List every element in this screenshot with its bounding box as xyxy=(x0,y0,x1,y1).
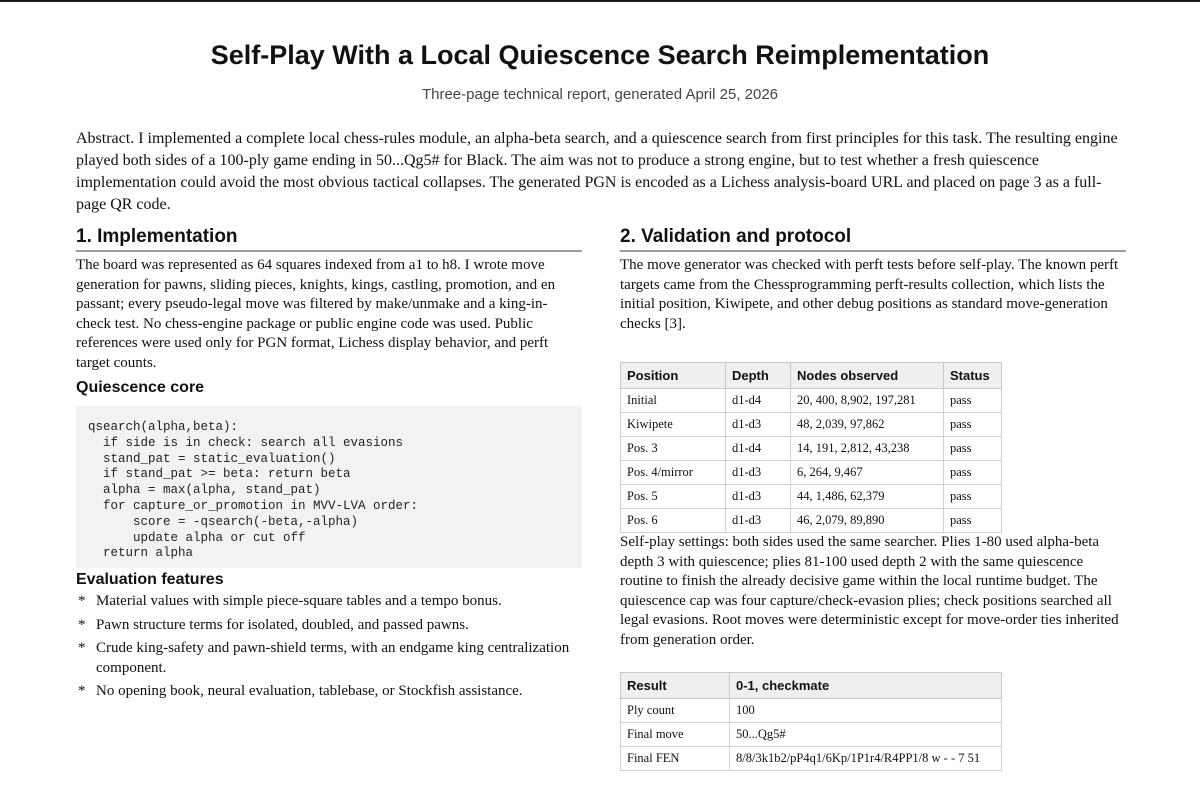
subsection-heading-quiescence: Quiescence core xyxy=(76,379,205,396)
result-table xyxy=(620,672,1002,771)
table-row xyxy=(621,699,1002,723)
table-cell: 44, 1,486, 62,379 xyxy=(791,485,944,509)
table-cell: 8/8/3k1b2/pP4q1/6Kp/1P1r4/R4PP1/8 w - - 7 51 xyxy=(730,747,1002,771)
table-header-row xyxy=(621,673,1002,699)
table-cell: 14, 191, 2,812, 43,238 xyxy=(791,437,944,461)
table-header-row xyxy=(621,363,1002,389)
table-cell: 50...Qg5# xyxy=(730,723,1002,747)
table-header-cell: Position xyxy=(621,363,726,389)
quiescence-code-block: qsearch(alpha,beta): if side is in check: search all evasions stand_pat = static_evaluation() if stand_pat >= beta: return beta alpha = max(alpha, stand_pat) for capture_or_promotion in MVV-LVA order: score = -qsearch(-beta,-alpha) update alpha or cut off return alpha xyxy=(76,406,582,568)
selfplay-paragraph: Self-play settings: both sides used the same searcher. Plies 1-80 used alpha-beta depth 3 with quiescence; plies 81-100 used depth 2 with the same quiescence routine to finish the already decisive game within the local runtime budget. The quiescence cap was four capture/check-evasion plies; check positions searched all legal evasions. Root moves were deterministic except for move-order ties inherited from generation order. xyxy=(620,534,1119,648)
table-row xyxy=(621,747,1002,771)
section-heading-implementation: 1. Implementation xyxy=(76,226,582,252)
implementation-paragraph: The board was represented as 64 squares indexed from a1 to h8. I wrote move generation for pawns, sliding pieces, knights, kings, castling, promotion, and en passant; every pseudo-legal move was filtered by make/unmake and a king-in-check test. No chess-engine package or public engine code was used. Public references were used only for PGN format, Lichess display behavior, and perft target counts. xyxy=(76,257,556,371)
table-cell: pass xyxy=(944,437,1002,461)
paper-subtitle: Three-page technical report, generated April 25, 2026 xyxy=(421,86,779,103)
list-item: * Material values with simple piece-square tables and a tempo bonus. xyxy=(76,592,582,612)
table-cell: 6, 264, 9,467 xyxy=(791,461,944,485)
table-header-cell: Result xyxy=(621,673,730,699)
table-cell: d1-d3 xyxy=(726,413,791,437)
table-cell: d1-d4 xyxy=(726,389,791,413)
list-item: * Crude king-safety and pawn-shield terms, with an endgame king centralization component. xyxy=(76,639,582,678)
table-cell: Pos. 6 xyxy=(621,509,726,533)
table-cell: 20, 400, 8,902, 197,281 xyxy=(791,389,944,413)
table-cell: 48, 2,039, 97,862 xyxy=(791,413,944,437)
paper-title: Self-Play With a Local Quiescence Search Reimplementation xyxy=(210,40,990,70)
table-row xyxy=(621,509,1002,533)
table-cell: Final move xyxy=(621,723,730,747)
table-cell: 100 xyxy=(730,699,1002,723)
table-cell: pass xyxy=(944,461,1002,485)
table-row xyxy=(621,485,1002,509)
section-heading-validation: 2. Validation and protocol xyxy=(620,226,1126,252)
table-cell: pass xyxy=(944,413,1002,437)
table-cell: d1-d4 xyxy=(726,437,791,461)
table-cell: d1-d3 xyxy=(726,485,791,509)
table-header-cell: Status xyxy=(944,363,1002,389)
list-item: * No opening book, neural evaluation, tablebase, or Stockfish assistance. xyxy=(76,682,582,702)
table-row xyxy=(621,437,1002,461)
left-column xyxy=(76,226,582,706)
right-column xyxy=(620,226,1126,771)
table-header-cell: 0-1, checkmate xyxy=(730,673,1002,699)
perft-table xyxy=(620,362,1002,533)
table-cell: Initial xyxy=(621,389,726,413)
table-row xyxy=(621,461,1002,485)
table-cell: Pos. 5 xyxy=(621,485,726,509)
table-row xyxy=(621,723,1002,747)
table-cell: pass xyxy=(944,389,1002,413)
abstract: Abstract. I implemented a complete local chess-rules module, an alpha-beta search, and a quiescence search from first principles for this task. The resulting engine played both sides of a 100-ply game ending in 50...Qg5# for Black. The aim was not to produce a strong engine, but to test whether a fresh quiescence implementation could avoid the most obvious tactical collapses. The generated PGN is encoded as a Lichess analysis-board URL and placed on page 3 as a full-page QR code. xyxy=(76,130,1118,213)
table-cell: Kiwipete xyxy=(621,413,726,437)
list-item: * Pawn structure terms for isolated, doubled, and passed pawns. xyxy=(76,616,582,636)
top-border-line xyxy=(0,0,1200,2)
evaluation-features-list xyxy=(76,592,582,702)
table-header-cell: Depth xyxy=(726,363,791,389)
table-cell: Ply count xyxy=(621,699,730,723)
table-row xyxy=(621,413,1002,437)
table-header-cell: Nodes observed xyxy=(791,363,944,389)
subsection-heading-evaluation: Evaluation features xyxy=(76,571,224,589)
table-cell: Final FEN xyxy=(621,747,730,771)
table-cell: Pos. 3 xyxy=(621,437,726,461)
table-cell: pass xyxy=(944,509,1002,533)
table-cell: Pos. 4/mirror xyxy=(621,461,726,485)
table-cell: pass xyxy=(944,485,1002,509)
validation-paragraph: The move generator was checked with perft tests before self-play. The known perft targets came from the Chessprogramming perft-results collection, which lists the initial position, Kiwipete, and other debug positions as standard move-generation checks [3]. xyxy=(620,257,1119,332)
table-cell: d1-d3 xyxy=(726,509,791,533)
table-cell: d1-d3 xyxy=(726,461,791,485)
table-cell: 46, 2,079, 89,890 xyxy=(791,509,944,533)
table-row xyxy=(621,389,1002,413)
